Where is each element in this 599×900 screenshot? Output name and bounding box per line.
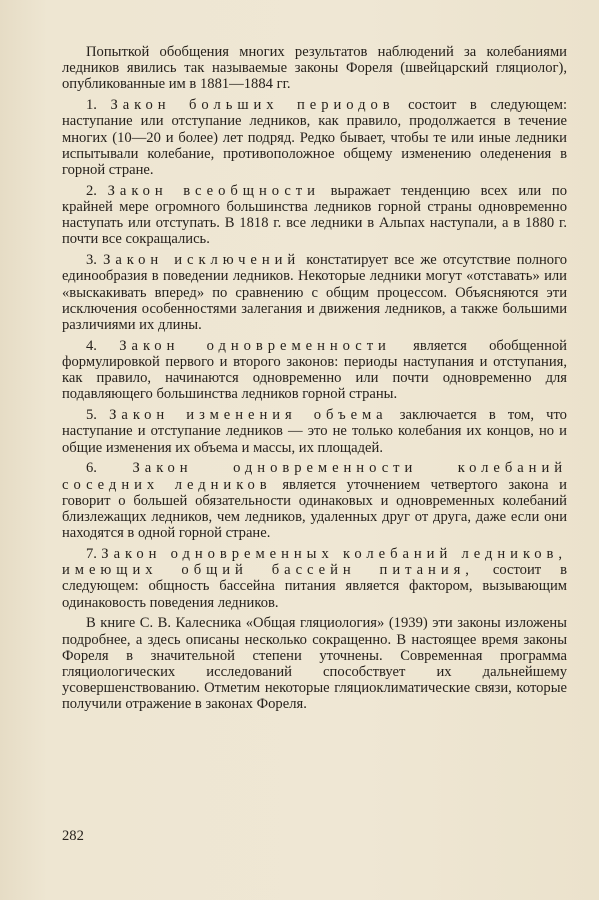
paragraph-law-7 xyxy=(62,546,567,611)
law-6-title: Закон одновременности колебаний соседних ледников xyxy=(62,460,567,493)
paragraph-conclusion-text: В книге С. В. Калесника «Общая гляциология» (1939) эти законы изложены подробнее, а здесь описаны несколько сокращенно. В настоящее время законы Фореля в значительной степени уточнены. Современная программа гляциологических исследований способствует их дальнейшему усовершенствованию. Отметим некоторые гляциоклиматические связи, которые получили отражение в законах Фореля. xyxy=(62,615,567,713)
law-3-title: Закон исключений xyxy=(103,252,301,269)
law-6-text: является уточнением четвертого закона и говорит о большей обязательности одинаковых и одновременных колебаний близлежащих ледников, чем ледников, удаленных друг от друга, даже если они находятся в одной горной стране. xyxy=(62,476,567,542)
law-5-title: Закон изменения объема xyxy=(109,407,388,424)
law-1-text: состоит в следующем: наступание или отступание ледников, как правило, продолжается в течение многих (10—20 и более) лет подряд. Редко бывает, чтобы те или иные ледники испытывали колебание, противоположное общему изменению оледенения в горной стране. xyxy=(62,97,567,179)
law-2-title: Закон всеобщности xyxy=(107,182,320,199)
law-2-text: выражает тенденцию всех или по крайней мере огромного большинства ледников горной страны одновременно наступать или отступать. В 1818 г. все ледники в Альпах наступали, а в 1880 г. почти все сокращались. xyxy=(62,182,567,248)
law-5-text: заключается в том, что наступание и отступание ледников — это не только колебания их концов, но и общие изменения их объема и массы, их площадей. xyxy=(62,407,567,456)
law-4-text: является обобщенной формулировкой первого и второго законов: периоды наступания и отступания, как правило, начинаются одновременно или почти одновременно для подавляющего большинства ледников горной страны. xyxy=(62,337,567,403)
paragraph-law-5 xyxy=(62,407,567,456)
law-7-number: 7. xyxy=(86,546,97,563)
paragraph-conclusion xyxy=(62,615,567,712)
paragraph-intro-text: Попыткой обобщения многих результатов наблюдений за колебаниями ледников явились так называемые законы Фореля (швейцарский гляциолог), опубликованные им в 1881—1884 гг. xyxy=(62,44,567,93)
paragraph-law-3 xyxy=(62,252,567,333)
law-7-text: состоит в следующем: общность бассейна питания является фактором, вызывающим одинаковость поведения ледников. xyxy=(62,562,568,611)
law-1-number: 1. xyxy=(86,97,97,114)
law-2-number: 2. xyxy=(86,182,97,199)
law-3-number: 3. xyxy=(86,252,97,269)
law-1-title: Закон больших периодов xyxy=(110,97,395,114)
law-5-number: 5. xyxy=(86,407,97,424)
paragraph-intro xyxy=(62,44,567,93)
paragraph-law-4 xyxy=(62,338,567,403)
law-4-number: 4. xyxy=(86,337,97,354)
law-4-title: Закон одновременности xyxy=(119,337,391,354)
law-7-title: Закон одновременных колебаний ледников, имеющих общий бассейн питания, xyxy=(62,546,567,579)
paragraph-law-1 xyxy=(62,97,567,178)
page-number: 282 xyxy=(62,828,84,844)
law-3-text: констатирует все же отсутствие полного единообразия в поведении ледников. Некоторые ледники могут «отставать» или «выскакивать вперед» по сравнению с общим процессом. Объясняются эти исключения особенностями залегания и движения ледников, а также большими различиями их длины. xyxy=(62,252,568,334)
law-6-number: 6. xyxy=(86,460,97,477)
paragraph-law-2 xyxy=(62,183,567,248)
paragraph-law-6 xyxy=(62,460,567,541)
main-text xyxy=(62,44,567,717)
